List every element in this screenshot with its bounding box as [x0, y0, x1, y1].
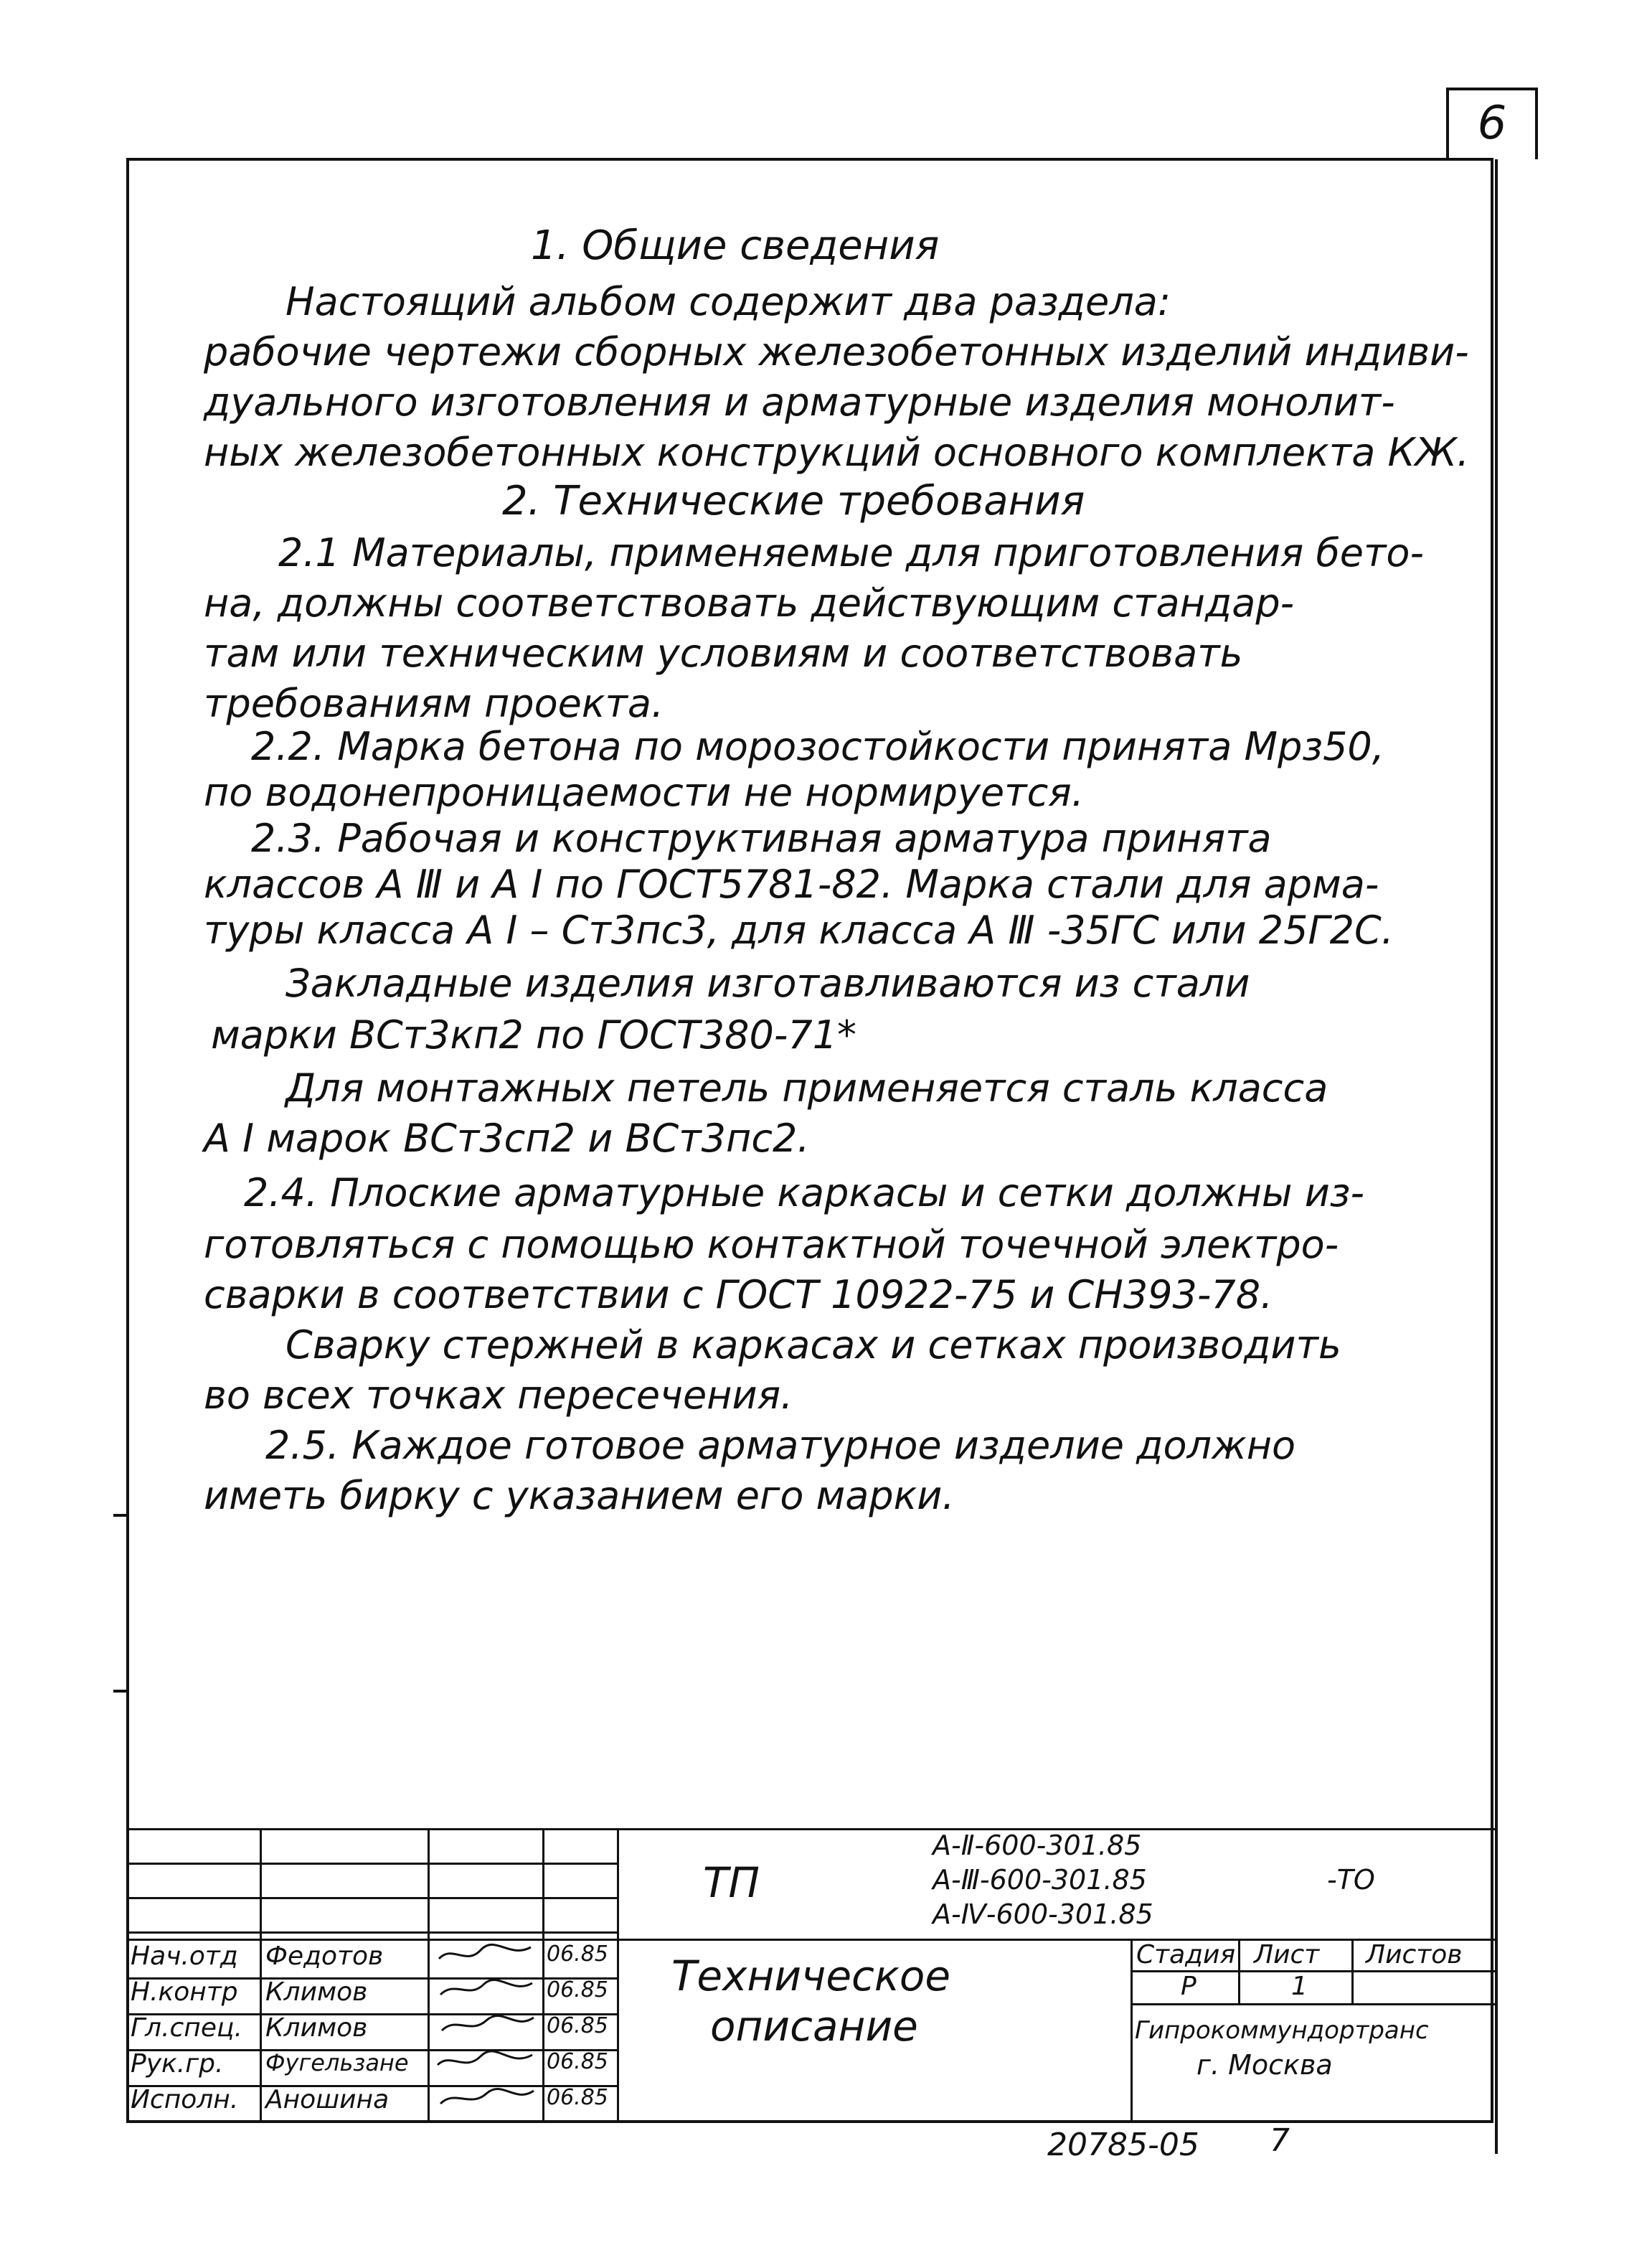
sign-date: 06.85 [547, 2013, 608, 2038]
role-label: Исполн. [131, 2085, 239, 2114]
inventory-number: 20785-05 [1047, 2127, 1199, 2163]
text-line: дуального изготовления и арматурные изделия монолит- [204, 380, 1395, 425]
text-line: туры класса А I – Ст3пс3, для класса А Ⅲ -35ГС или 25Г2С. [204, 908, 1394, 953]
role-label: Рук.гр. [131, 2049, 224, 2079]
doc-code: А-Ⅲ-600-301.85 [933, 1864, 1147, 1896]
doc-suffix: -ТО [1327, 1864, 1375, 1896]
tp-label: ТП [703, 1858, 760, 1907]
sheets-header: Листов [1366, 1940, 1463, 1969]
text-line: А I марок ВСт3сп2 и ВСт3пс2. [204, 1116, 810, 1161]
person-name: Федотов [265, 1942, 384, 1971]
sign-date: 06.85 [547, 2049, 608, 2074]
person-name: Фугельзане [265, 2049, 409, 2076]
text-line: во всех точках пересечения. [204, 1373, 793, 1418]
text-line: Настоящий альбом содержит два раздела: [285, 279, 1171, 324]
section2-title: 2. Технические требования [502, 478, 1085, 524]
sign-date: 06.85 [547, 2085, 608, 2110]
person-name: Аношина [265, 2085, 390, 2114]
text-line: там или техническим условиям и соответствовать [204, 631, 1243, 676]
section1-title: 1. Общие сведения [531, 222, 940, 269]
sheet-header: Лист [1254, 1940, 1320, 1969]
sign-date: 06.85 [547, 1977, 608, 2002]
stage-value: Р [1181, 1972, 1196, 2001]
text-line: требованиям проекта. [204, 681, 664, 726]
text-line: 2.1 Материалы, применяемые для приготовления бето- [278, 530, 1424, 575]
role-label: Гл.спец. [131, 2013, 242, 2043]
text-line: иметь бирку с указанием его марки. [204, 1473, 955, 1518]
stage-header: Стадия [1136, 1940, 1236, 1969]
text-line: 2.3. Рабочая и конструктивная арматура принята [251, 816, 1272, 861]
text-line: 2.5. Каждое готовое арматурное изделие должно [265, 1423, 1296, 1468]
sheet-value: 1 [1291, 1972, 1308, 2001]
text-line: классов А Ⅲ и А I по ГОСТ5781-82. Марка стали для арма- [204, 862, 1379, 907]
text-line: марки ВСт3кп2 по ГОСТ380-71* [211, 1012, 857, 1058]
margin-tick [113, 1514, 128, 1517]
sheet-number: 6 [1477, 97, 1507, 150]
sign-date: 06.85 [547, 1942, 608, 1967]
signature-scribbles [430, 1937, 542, 2121]
text-line: сварки в соответствии с ГОСТ 10922-75 и СН393-78. [204, 1272, 1273, 1317]
text-line: рабочие чертежи сборных железобетонных изделий индиви- [204, 329, 1469, 375]
margin-tick [113, 1690, 128, 1693]
text-line: 2.4. Плоские арматурные каркасы и сетки должны из- [244, 1170, 1364, 1215]
text-line: Сварку стержней в каркасах и сетках производить [285, 1322, 1341, 1368]
right-edge-line [1495, 159, 1498, 2154]
person-name: Климов [265, 2013, 368, 2043]
org-city: г. Москва [1196, 2049, 1333, 2081]
text-line: Закладные изделия изготавливаются из стали [285, 961, 1250, 1006]
text-line: на, должны соответствовать действующим стандар- [204, 580, 1295, 626]
doc-code: А-Ⅳ-600-301.85 [933, 1898, 1153, 1930]
text-line: Для монтажных петель применяется сталь класса [285, 1065, 1328, 1111]
text-line: 2.2. Марка бетона по морозостойкости принята Мрз50, [251, 724, 1384, 769]
text-line: по водонепроницаемости не нормируется. [204, 770, 1084, 815]
role-label: Нач.отд [131, 1942, 238, 1971]
doc-code: А-Ⅱ-600-301.85 [933, 1830, 1142, 1861]
doc-title-line1: Техническое [671, 1952, 951, 2000]
text-line: ных железобетонных конструкций основного комплекта КЖ. [204, 430, 1470, 475]
doc-title-line2: описание [710, 2002, 918, 2051]
person-name: Климов [265, 1977, 368, 2007]
role-label: Н.контр [131, 1977, 238, 2007]
org-name: Гипрокоммундортранс [1135, 2016, 1429, 2045]
text-line: готовляться с помощью контактной точечной электро- [204, 1222, 1339, 1267]
page-number: 7 [1270, 2122, 1290, 2159]
